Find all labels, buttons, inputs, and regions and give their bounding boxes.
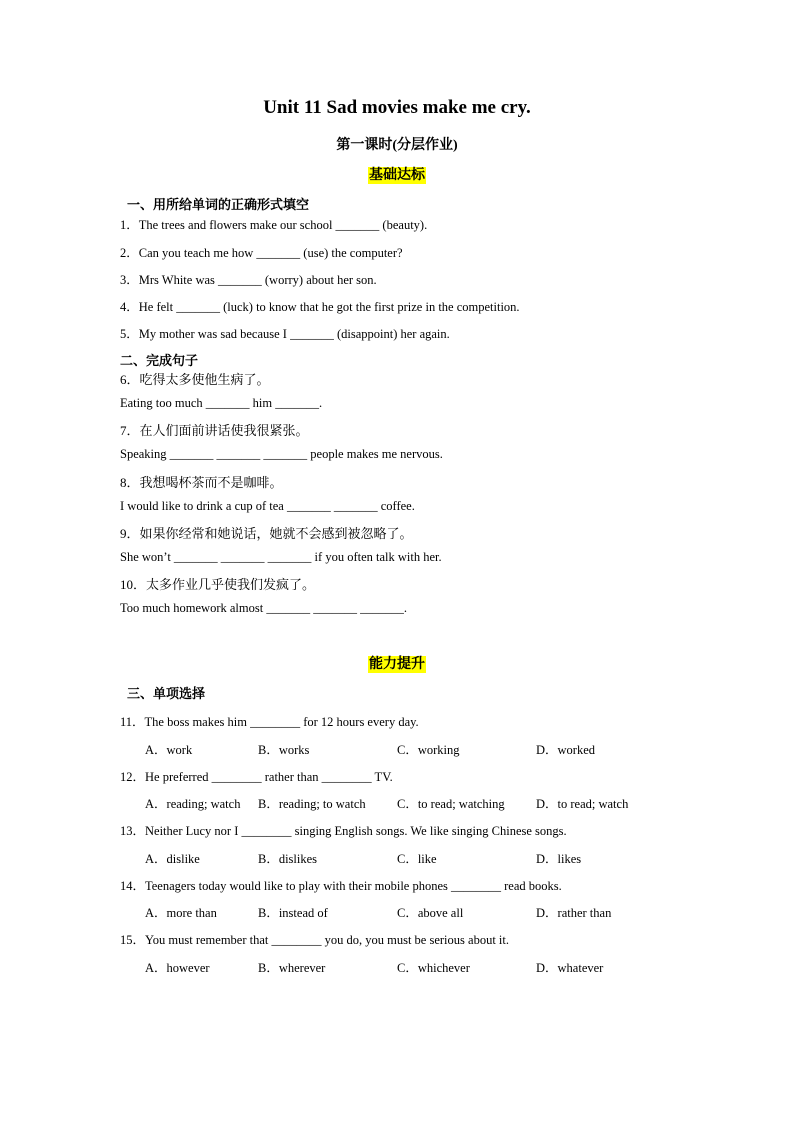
question-6-prompt: 6．吃得太多使他生病了。 (120, 372, 270, 387)
question-12-option-d: D．to read; watch (536, 797, 629, 811)
question-14-option-d: D．rather than (536, 906, 612, 920)
question-15-option-a: A．however (145, 961, 210, 975)
question-5: 5．My mother was sad because I _______ (disappoint) her again. (120, 327, 450, 341)
question-13-option-b: B．dislikes (258, 852, 318, 866)
question-13-option-c: C．like (397, 852, 437, 866)
question-12-option-b: B．reading; to watch (258, 797, 366, 811)
question-7-prompt: 7．在人们面前讲话使我很紧张。 (120, 423, 309, 438)
question-14-option-a: A．more than (145, 906, 217, 920)
question-1: 1．The trees and flowers make our school _______ (beauty). (120, 218, 428, 232)
question-14-option-c: C．above all (397, 906, 464, 920)
question-15-option-c: C．whichever (397, 961, 470, 975)
level-heading-advanced (0, 653, 794, 673)
question-12-option-c: C．to read; watching (397, 797, 505, 811)
page-title: Unit 11 Sad movies make me cry. (263, 97, 531, 118)
question-7-answer: Speaking _______ _______ _______ people makes me nervous. (120, 447, 443, 461)
question-10-prompt: 10．太多作业几乎使我们发疯了。 (120, 577, 316, 592)
question-9-prompt: 9．如果你经常和她说话，她就不会感到被忽略了。 (120, 526, 413, 541)
question-14: 14．Teenagers today would like to play with their mobile phones ________ read books. (120, 879, 562, 893)
section-heading-2: 二、完成句子 (120, 353, 199, 368)
question-6-answer: Eating too much _______ him _______. (120, 396, 323, 410)
lesson-subtitle: 第一课时(分层作业) (336, 138, 458, 153)
question-11-option-d: D．worked (536, 743, 596, 757)
question-2: 2．Can you teach me how _______ (use) the computer? (120, 246, 403, 260)
question-8-prompt: 8．我想喝杯茶而不是咖啡。 (120, 475, 283, 490)
question-12: 12．He preferred ________ rather than ________ TV. (120, 770, 393, 784)
question-4: 4．He felt _______ (luck) to know that he got the first prize in the competition. (120, 300, 520, 314)
question-11: 11．The boss makes him ________ for 12 hours every day. (120, 715, 419, 729)
level-heading-basic-label: 基础达标 (369, 168, 425, 183)
question-13-option-a: A．dislike (145, 852, 200, 866)
section-heading-1: 一、用所给单词的正确形式填空 (127, 197, 310, 212)
question-9-answer: She won’t _______ _______ _______ if you often talk with her. (120, 550, 442, 564)
question-14-option-b: B．instead of (258, 906, 328, 920)
question-13-option-d: D．likes (536, 852, 582, 866)
question-15-option-b: B．wherever (258, 961, 326, 975)
section-heading-3: 三、单项选择 (127, 686, 206, 701)
question-15-option-d: D．whatever (536, 961, 604, 975)
question-11-option-c: C．working (397, 743, 460, 757)
question-13: 13．Neither Lucy nor I ________ singing English songs. We like singing Chinese songs. (120, 824, 567, 838)
question-11-option-a: A．work (145, 743, 193, 757)
question-3: 3．Mrs White was _______ (worry) about her son. (120, 273, 377, 287)
question-11-option-b: B．works (258, 743, 310, 757)
question-8-answer: I would like to drink a cup of tea _______ _______ coffee. (120, 499, 415, 513)
level-heading-basic (0, 164, 794, 184)
level-heading-advanced-label: 能力提升 (369, 657, 425, 672)
question-10-answer: Too much homework almost _______ _______ _______. (120, 601, 407, 615)
question-12-option-a: A．reading; watch (145, 797, 241, 811)
question-15: 15．You must remember that ________ you do, you must be serious about it. (120, 933, 509, 947)
